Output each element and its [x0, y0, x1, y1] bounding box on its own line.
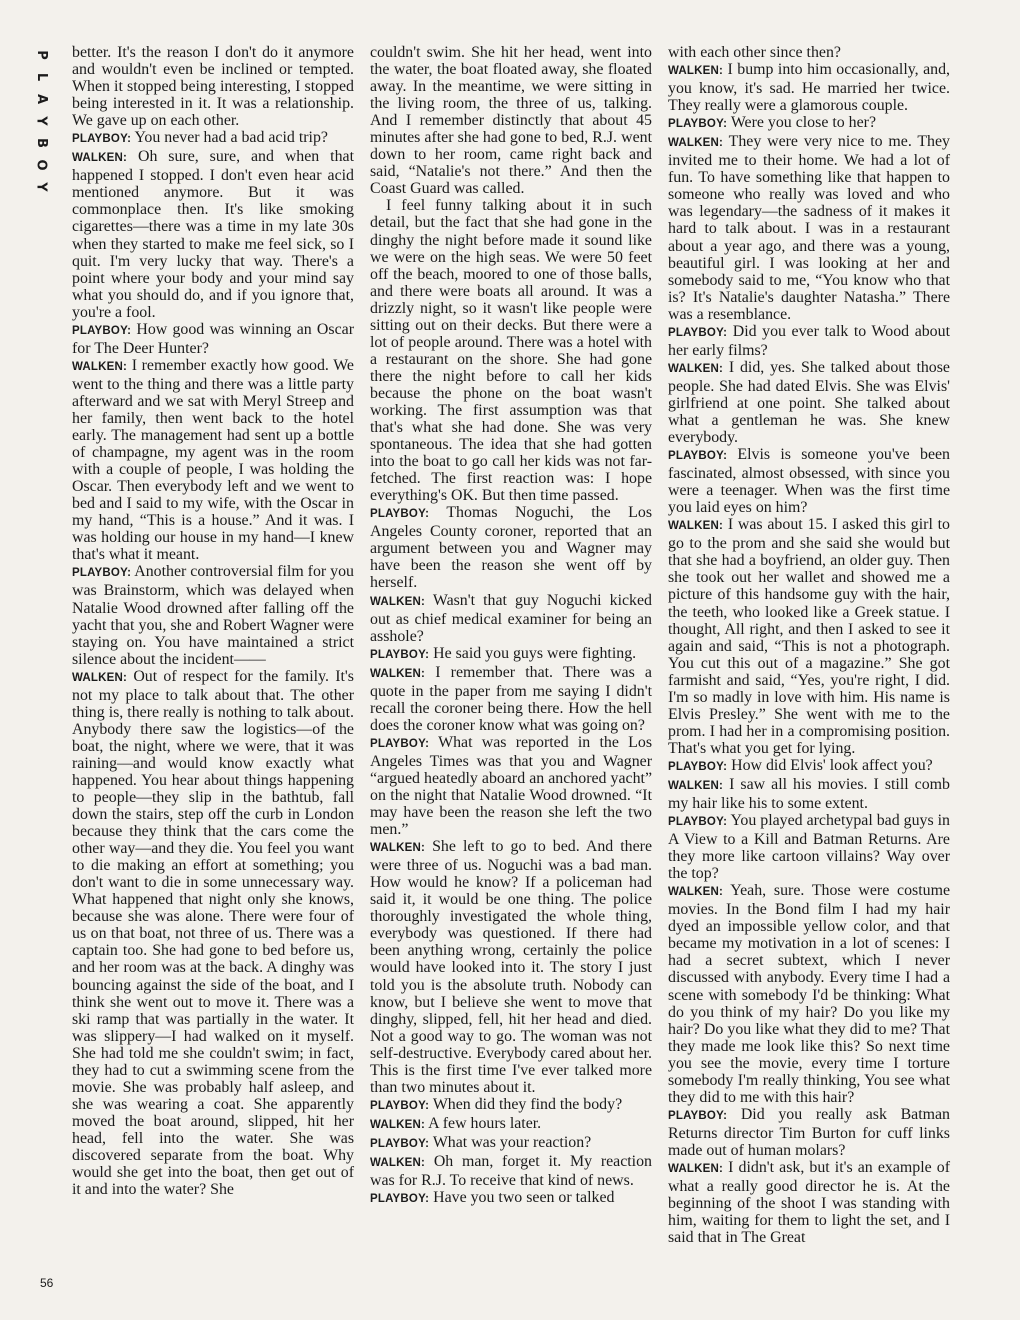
- article-column-1: [72, 44, 354, 1198]
- paragraph-text: I saw all his movies. I still comb my hair like his to some extent.: [668, 775, 950, 813]
- page-number: 56: [40, 1276, 54, 1290]
- paragraph-text: Another controversial film for you was Brainstorm, which was delayed when Natalie Wood drowned after falling off the yacht that you, she and Robert Wagner were staying on. You have maintained a strict silence about the incident——: [72, 563, 354, 668]
- speaker-label: PLAYBOY:: [370, 1137, 430, 1150]
- interview-paragraph: [668, 359, 950, 446]
- interview-paragraph: [370, 504, 652, 591]
- spine-letter: Y: [33, 182, 49, 192]
- speaker-label: WALKEN:: [72, 152, 128, 165]
- interview-paragraph: [72, 563, 354, 667]
- speaker-label: WALKEN:: [370, 1118, 426, 1131]
- speaker-label: WALKEN:: [668, 779, 724, 792]
- interview-paragraph: [668, 114, 950, 133]
- paragraph-text: I bump into him occasionally, and, you know, it's sad. He married her twice. They really were a glamorous couple.: [668, 61, 950, 115]
- spine-letter: Y: [33, 116, 49, 126]
- paragraph-text: Thomas Noguchi, the Los Angeles County coroner, reported that an argument between you and Wagner may have been the reason she went off by herself.: [370, 504, 652, 592]
- paragraph-text: I remember that. There was a quote in the paper from me saying I didn't recall the coroner being there. How the hell does the coroner know what was going on?: [370, 663, 652, 734]
- interview-paragraph: [668, 61, 950, 114]
- interview-paragraph: [668, 1159, 950, 1246]
- paragraph-text: How did Elvis' look affect you?: [731, 756, 933, 774]
- magazine-spine-title: [31, 44, 51, 198]
- interview-paragraph: [370, 44, 652, 197]
- interview-paragraph: [370, 1189, 652, 1208]
- spine-letter: B: [33, 138, 49, 148]
- interview-paragraph: [370, 1096, 652, 1115]
- spine-letter: O: [34, 159, 49, 171]
- speaker-label: WALKEN:: [72, 671, 128, 684]
- paragraph-text: better. It's the reason I don't do it anymore and wouldn't even be inclined or tempted. When it stopped being interesting, I stopped being interested in it. It was a relationship. We gave up on each other.: [72, 44, 354, 130]
- paragraph-text: You never had a bad acid trip?: [134, 129, 328, 147]
- paragraph-text: Out of respect for the family. It's not my place to talk about that. The other thing is, there really is nothing to talk about. Anybody there saw the logistics—of the boat, the night, where we were, that it was raining—and would know exactly what happened. You hear about things happening to people—they slip in the bathtub, fall down the stairs, step off the curb in London because they think that the cars come the other way—and they die. You feel you want to die making an effort at something; you don't want to die in some unnecessary way. What happened that night only she knows, because she was alone. There were four of us on that boat, not three of us. There was a captain too. She had gone to bed before us, and her room was at the back. A dinghy was bouncing against the side of the boat, and I think she went out to move it. There was a ski ramp that was partially in the water. It was slippery—I had walked on it myself. She had told me she couldn't swim; in fact, they had to cut a swimming scene from the movie. She was probably half asleep, and she was wearing a coat. She apparently moved the boat around, slipped, hit her head, fell into the water. She was discovered separate from the boat. Why would she get into the boat, then get out of it and into the water? She: [72, 667, 354, 1199]
- paragraph-text: You played archetypal bad guys in A View to a Kill and Batman Returns. Are they more like cartoon villains? Way over the top?: [668, 812, 951, 883]
- interview-paragraph: [72, 44, 354, 129]
- paragraph-text: When did they find the body?: [432, 1095, 623, 1113]
- interview-paragraph: [370, 664, 652, 734]
- paragraph-text: He said you guys were fighting.: [433, 644, 637, 662]
- interview-paragraph: [370, 1134, 652, 1153]
- spine-letter: L: [33, 72, 49, 82]
- paragraph-text: I did, yes. She talked about those people. She had dated Elvis. She was Elvis' girlfriend at one point. She talked about what a gentleman he was. She knew everybody.: [668, 358, 950, 447]
- speaker-label: PLAYBOY:: [668, 450, 728, 463]
- interview-paragraph: [72, 129, 354, 148]
- speaker-label: PLAYBOY:: [370, 1193, 430, 1206]
- paragraph-text: with each other since then?: [668, 44, 841, 61]
- speaker-label: PLAYBOY:: [668, 118, 728, 131]
- speaker-label: PLAYBOY:: [668, 760, 728, 773]
- paragraph-text: Have you two seen or talked: [433, 1189, 615, 1207]
- speaker-label: PLAYBOY:: [72, 133, 132, 146]
- speaker-label: PLAYBOY:: [370, 648, 430, 661]
- speaker-label: PLAYBOY:: [370, 737, 430, 750]
- paragraph-text: What was your reaction?: [432, 1133, 592, 1151]
- paragraph-text: How good was winning an Oscar for The Deer Hunter?: [72, 320, 354, 357]
- speaker-label: PLAYBOY:: [370, 1099, 430, 1112]
- speaker-label: WALKEN:: [668, 1163, 724, 1175]
- paragraph-text: I didn't ask, but it's an example of what a really good director he is. At the beginning of the shoot I was standing with him, waiting for them to light the set, and I said that in The Great: [668, 1159, 950, 1247]
- interview-paragraph: [668, 812, 950, 882]
- speaker-label: WALKEN:: [668, 362, 724, 375]
- interview-paragraph: [370, 1153, 652, 1189]
- interview-paragraph: [72, 321, 354, 357]
- speaker-label: PLAYBOY:: [668, 326, 728, 339]
- speaker-label: WALKEN:: [668, 886, 724, 899]
- interview-paragraph: [370, 197, 652, 504]
- interview-paragraph: [72, 357, 354, 564]
- speaker-label: PLAYBOY:: [668, 1109, 728, 1122]
- paragraph-text: What was reported in the Los Angeles Times was that you and Wagner “argued heatedly aboard an anchored yacht” on the night that Natalie Wood drowned. “It may have been the reason she left the two men.”: [370, 733, 652, 839]
- interview-paragraph: [370, 645, 652, 664]
- speaker-label: WALKEN:: [370, 595, 426, 608]
- article-column-2: [370, 44, 652, 1208]
- interview-paragraph: [668, 446, 950, 516]
- paragraph-text: Did you ever talk to Wood about her early films?: [668, 322, 950, 359]
- interview-paragraph: [668, 516, 950, 757]
- interview-paragraph: [370, 838, 652, 1096]
- paragraph-text: Elvis is someone you've been fascinated, almost obsessed, with since you were a teenager. When was the first time you laid eyes on him?: [668, 446, 950, 517]
- spine-letter: P: [34, 50, 49, 60]
- interview-paragraph: [668, 882, 950, 1106]
- interview-paragraph: [668, 44, 950, 61]
- interview-paragraph: [72, 148, 354, 320]
- speaker-label: WALKEN:: [370, 842, 426, 855]
- speaker-label: PLAYBOY:: [72, 567, 132, 580]
- speaker-label: PLAYBOY:: [668, 816, 728, 829]
- interview-paragraph: [668, 133, 950, 323]
- speaker-label: WALKEN:: [668, 137, 724, 150]
- paragraph-text: Wasn't that guy Noguchi kicked out as chief medical examiner for being an asshole?: [370, 591, 653, 645]
- speaker-label: PLAYBOY:: [72, 324, 132, 337]
- paragraph-text: Oh sure, sure, and when that happened I stopped. I don't even hear acid mentioned anymore. But it was commonplace then. It's like smoking cigarettes—there was a time in my late 30s when they started to make me feel sick, so I quit. I'm very lucky that way. There's a point where your body and your mind say what you should do, and if you ignore that, you're a fool.: [72, 148, 354, 321]
- paragraph-text: I was about 15. I asked this girl to go to the prom and she said she would but that she had a boyfriend, an older guy. Then she took out her wallet and showed me a picture of this handsome guy with the hair, the teeth, who looked like a Greek statue. I thought, All right, and then I asked to see it again and said, “This is not a photograph. You cut this out of a magazine.” She got farmisht and said, “Yes, you're right, I did. I'm so madly in love with him. His name is Elvis Presley.” She went with me to the prom. I had her in a compromising position. That's what you get for lying.: [668, 516, 951, 757]
- interview-paragraph: [668, 776, 950, 812]
- paragraph-text: They were very nice to me. They invited me to their home. We had a lot of fun. To have something like that happen to someone who really was loved and who was legendary—the sadness of it makes it hard to talk about. I was in a restaurant about a year ago, and there was a young, beautiful girl. I was looking at her and somebody said to me, “You know who that is? It's Natalie's daughter Natasha.” There was a resemblance.: [668, 133, 951, 323]
- paragraph-text: I remember exactly how good. We went to the thing and there was a little party afterward and we sat with Meryl Streep and her family, then went back to the hotel early. The management had sent up a bottle of champagne, my agent was in the room with a couple of people, I was holding the Oscar. Then everybody left and we went to bed and I said to my wife, with the Oscar in my hand, “This is a house.” And it was. I was holding our house in my hand—I knew that's what it meant.: [72, 356, 354, 564]
- paragraph-text: Were you close to her?: [730, 114, 877, 132]
- interview-paragraph: [668, 1106, 950, 1159]
- speaker-label: WALKEN:: [370, 667, 426, 680]
- interview-paragraph: [370, 1115, 652, 1134]
- paragraph-text: couldn't swim. She hit her head, went into the water, the boat floated away, she floated away. In the meantime, we were sitting in the living room, the three of us, talking. And I remember distinctly that about 45 minutes after she had gone to bed, R.J. went down to her room, came right back and said, “Natalie's not there.” And then the Coast Guard was called.: [370, 44, 652, 198]
- speaker-label: WALKEN:: [668, 520, 724, 533]
- interview-paragraph: [668, 323, 950, 359]
- speaker-label: WALKEN:: [72, 360, 128, 373]
- interview-paragraph: [370, 734, 652, 838]
- paragraph-text: She left to go to bed. And there were three of us. Noguchi was a bad man. How would he know? If a policeman had said it, it would be one thing. The police thoroughly investigated the whole thing, everybody was questioned. If there had been anything wrong, certainly the police would have looked into it. The story I just told you is the absolute truth. Nobody can know, but I believe she went to move that dinghy, slipped, fell, hit her head and died. Not a good way to go. The woman was not self-destructive. Everybody cared about her. This is the first time I've ever talked more than two minutes about it.: [370, 838, 653, 1096]
- article-column-3: [668, 44, 950, 1246]
- spine-letter: A: [34, 93, 49, 105]
- interview-paragraph: [668, 757, 950, 776]
- speaker-label: WALKEN:: [370, 1157, 426, 1169]
- paragraph-text: Did you really ask Batman Returns director Tim Burton for cuff links made out of human molars?: [668, 1105, 950, 1159]
- paragraph-text: I feel funny talking about it in such detail, but the fact that she had gone in the dinghy the night before made it sound like we were on the high seas. We were 50 feet off the beach, moored to one of those balls, and there were boats all around. It was a drizzly night, so it wasn't like people were sitting out on their decks. But there were a lot of people around. There was a hotel with a restaurant on the shore. She had gone there the night before to call her kids because the phone on the boat wasn't working. The first assumption was that that's what she had done. She was very spontaneous. The idea that she had gotten into the boat to go call her kids was not far-fetched. The first reaction was: I hope everything's OK. But then time passed.: [370, 197, 652, 505]
- speaker-label: PLAYBOY:: [370, 508, 430, 521]
- speaker-label: WALKEN:: [668, 65, 724, 78]
- paragraph-text: A few hours later.: [428, 1114, 542, 1132]
- interview-paragraph: [370, 592, 652, 645]
- paragraph-text: Yeah, sure. Those were costume movies. In the Bond film I had my hair dyed an impossible yellow color, and that became my motivation in a lot of scenes: I had a secret subtext, which I never discussed with anybody. Every time I had a scene with somebody I'd be thinking: What do you think of my hair? Do you like my hair? Do you like what they did to me? That they made me look like this? So next time you see the movie, every time I torture somebody I'm really thinking, You see what they did to me with this hair?: [668, 882, 950, 1106]
- paragraph-text: Oh man, forget it. My reaction was for R.J. To receive that kind of news.: [370, 1153, 652, 1190]
- interview-paragraph: [72, 668, 354, 1198]
